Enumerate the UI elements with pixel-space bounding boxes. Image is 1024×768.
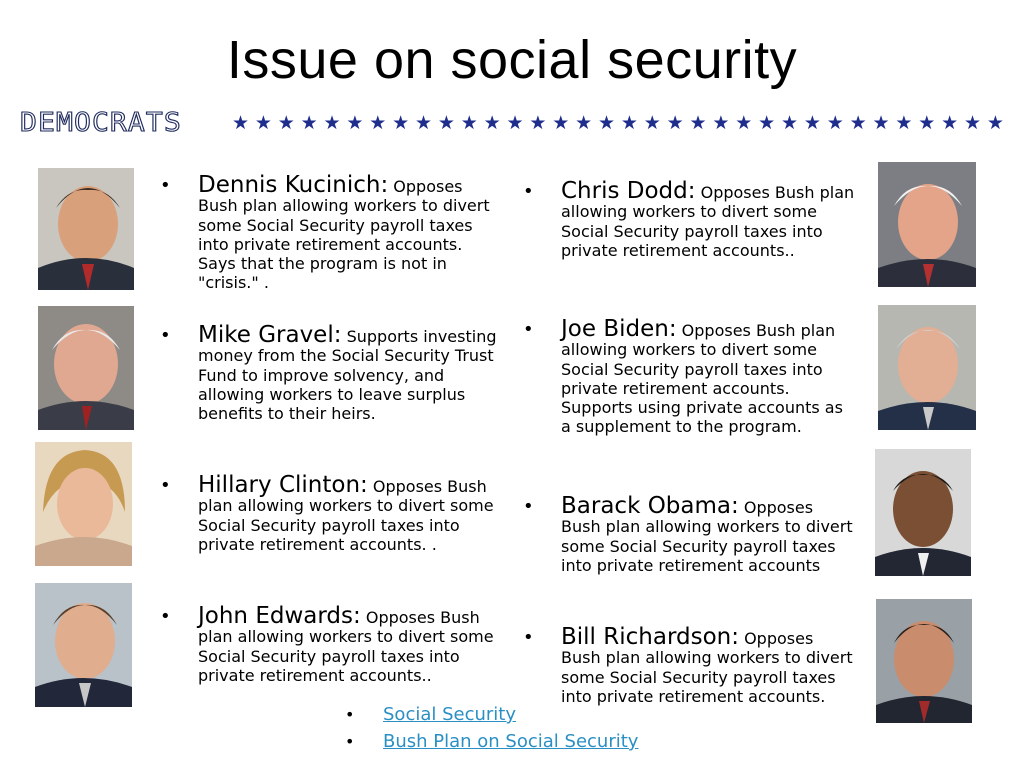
star-icon: ★ xyxy=(941,112,959,134)
photo-hillary-clinton xyxy=(35,442,132,566)
candidate-entry xyxy=(160,472,500,554)
candidate-position: Opposes Bush plan allowing workers to divert some Social Security payroll taxes into private retirement accounts. . xyxy=(198,477,494,554)
star-icon: ★ xyxy=(254,112,272,134)
bullet: • xyxy=(345,705,355,724)
bullet: • xyxy=(523,319,534,340)
candidate-entry xyxy=(523,493,856,575)
candidate-position: Opposes Bush plan allowing workers to divert some Social Security payroll taxes into private retirement accounts. xyxy=(561,629,853,706)
star-icon: ★ xyxy=(735,112,753,134)
candidate-position: Opposes Bush plan allowing workers to divert some Social Security payroll taxes into private retirement accounts. Says that the program is not in "crisis." . xyxy=(198,177,490,293)
page-title: Issue on social security xyxy=(226,30,798,90)
star-icon: ★ xyxy=(781,112,799,134)
star-icon: ★ xyxy=(460,112,478,134)
star-icon: ★ xyxy=(826,112,844,134)
star-icon: ★ xyxy=(369,112,387,134)
photo-dennis-kucinich xyxy=(38,168,134,290)
photo-bill-richardson xyxy=(876,599,972,723)
bullet: • xyxy=(523,496,534,517)
star-icon: ★ xyxy=(598,112,616,134)
star-icon: ★ xyxy=(483,112,501,134)
candidate-name: Bill Richardson: xyxy=(561,624,739,650)
star-icon: ★ xyxy=(415,112,433,134)
star-icon: ★ xyxy=(712,112,730,134)
star-icon: ★ xyxy=(346,112,364,134)
candidate-name: Dennis Kucinich: xyxy=(198,172,389,198)
star-icon: ★ xyxy=(643,112,661,134)
star-icon: ★ xyxy=(277,112,295,134)
candidate-name: Mike Gravel: xyxy=(198,322,342,348)
bullet: • xyxy=(523,627,534,648)
star-icon: ★ xyxy=(758,112,776,134)
party-label: DEMOCRATS xyxy=(20,108,182,138)
star-icon: ★ xyxy=(529,112,547,134)
star-icon: ★ xyxy=(803,112,821,134)
bullet: • xyxy=(523,181,534,202)
bush-plan-link[interactable]: Bush Plan on Social Security xyxy=(383,731,639,752)
star-icon: ★ xyxy=(895,112,913,134)
star-icon: ★ xyxy=(849,112,867,134)
photo-john-edwards xyxy=(35,583,132,707)
candidate-name: Hillary Clinton: xyxy=(198,472,368,498)
photo-chris-dodd xyxy=(878,162,976,287)
bullet: • xyxy=(345,732,355,751)
candidate-name: Barack Obama: xyxy=(561,493,739,519)
star-icon: ★ xyxy=(232,112,250,134)
bullet: • xyxy=(160,325,171,346)
star-icon: ★ xyxy=(872,112,890,134)
star-icon: ★ xyxy=(323,112,341,134)
stars-banner xyxy=(232,108,1004,138)
star-icon: ★ xyxy=(552,112,570,134)
bullet: • xyxy=(160,606,171,627)
candidate-entry xyxy=(523,178,856,260)
star-icon: ★ xyxy=(620,112,638,134)
candidate-name: Chris Dodd: xyxy=(561,178,696,204)
star-icon: ★ xyxy=(986,112,1004,134)
star-icon: ★ xyxy=(964,112,982,134)
social-security-link[interactable]: Social Security xyxy=(383,704,517,725)
star-icon: ★ xyxy=(575,112,593,134)
photo-joe-biden xyxy=(878,305,976,430)
candidate-entry xyxy=(523,316,856,437)
candidate-entry xyxy=(160,603,500,685)
photo-mike-gravel xyxy=(38,306,134,430)
star-icon: ★ xyxy=(666,112,684,134)
candidate-position: Supports investing money from the Social Security Trust Fund to improve solvency, and allowing workers to leave surplus benefits to their heirs. xyxy=(198,327,497,424)
star-icon: ★ xyxy=(506,112,524,134)
candidate-position: Opposes Bush plan allowing workers to divert some Social Security payroll taxes into private retirement accounts. Supports using private accounts as a supplement to the program. xyxy=(561,321,843,437)
star-icon: ★ xyxy=(392,112,410,134)
candidate-entry xyxy=(523,624,856,706)
bullet: • xyxy=(160,175,171,196)
candidate-position: Opposes Bush plan allowing workers to divert some Social Security payroll taxes into private retirement accounts.. xyxy=(561,183,855,260)
candidate-position: Opposes Bush plan allowing workers to divert some Social Security payroll taxes into private retirement accounts.. xyxy=(198,608,494,685)
candidate-entry xyxy=(160,322,500,424)
candidate-name: John Edwards: xyxy=(198,603,361,629)
candidate-entry xyxy=(160,172,500,293)
star-icon: ★ xyxy=(689,112,707,134)
star-icon: ★ xyxy=(918,112,936,134)
candidate-name: Joe Biden: xyxy=(561,316,677,342)
candidate-position: Opposes Bush plan allowing workers to divert some Social Security payroll taxes into private retirement accounts xyxy=(561,498,853,575)
star-icon: ★ xyxy=(437,112,455,134)
bullet: • xyxy=(160,475,171,496)
star-icon: ★ xyxy=(300,112,318,134)
photo-barack-obama xyxy=(875,449,971,576)
